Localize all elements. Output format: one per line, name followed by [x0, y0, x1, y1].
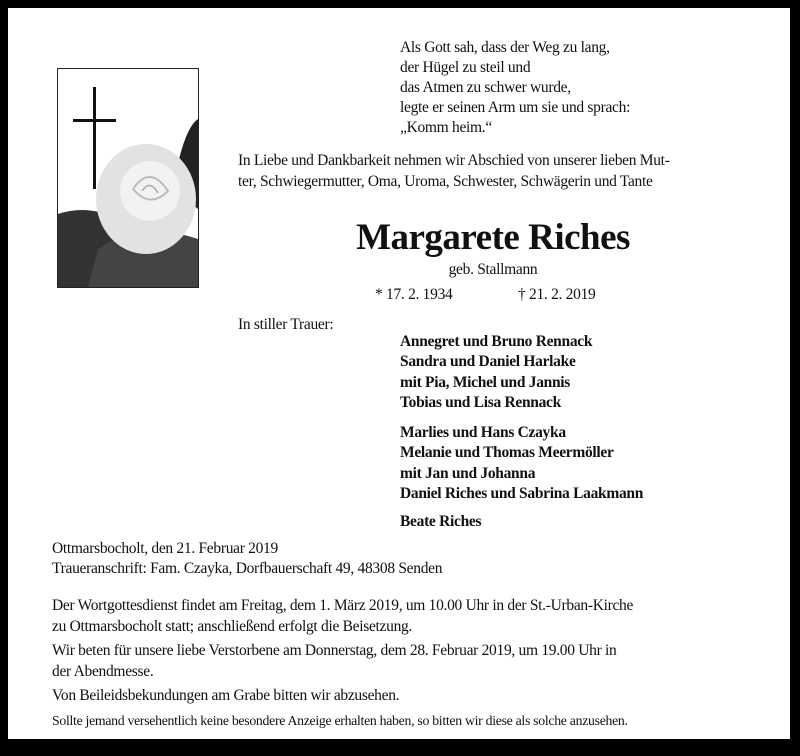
mourner: Marlies und Hans Czayka: [400, 424, 566, 441]
poem-line: „Komm heim.“: [400, 119, 492, 136]
mourner: mit Pia, Michel und Jannis: [400, 374, 571, 391]
mourner: Annegret und Bruno Rennack: [400, 333, 593, 350]
notice-line: Wir beten für unsere liebe Verstorbene am Donnerstag, dem 28. Februar 2019, um 19.00 Uhr in: [52, 642, 617, 659]
mourner: Sandra und Daniel Harlake: [400, 353, 576, 370]
birth-date: * 17. 2. 1934: [375, 286, 453, 303]
poem-line: der Hügel zu steil und: [400, 59, 531, 76]
poem-line: das Atmen zu schwer wurde,: [400, 79, 571, 96]
notice-line: zu Ottmarsbocholt statt; anschließend erfolgt die Beisetzung.: [52, 618, 413, 635]
obituary-notice: [8, 8, 790, 739]
mourner: Beate Riches: [400, 513, 482, 530]
mourning-address: Traueranschrift: Fam. Czayka, Dorfbauerschaft 49, 48308 Senden: [52, 560, 443, 577]
notice-line: Sollte jemand versehentlich keine besondere Anzeige erhalten haben, so bitten wir diese als solche anzusehen.: [52, 713, 628, 728]
notice-line: der Abendmesse.: [52, 663, 154, 680]
mourning-label: In stiller Trauer:: [238, 316, 334, 333]
intro-line: In Liebe und Dankbarkeit nehmen wir Abschied von unserer lieben Mut-: [238, 152, 670, 169]
notice-line: Der Wortgottesdienst findet am Freitag, dem 1. März 2019, um 10.00 Uhr in der St.-Urban-Kirche: [52, 597, 634, 614]
death-date: † 21. 2. 2019: [518, 286, 596, 303]
mourner: Melanie und Thomas Meermöller: [400, 444, 614, 461]
poem-line: Als Gott sah, dass der Weg zu lang,: [400, 39, 610, 56]
mourner: Daniel Riches und Sabrina Laakmann: [400, 485, 644, 502]
place-date: Ottmarsbocholt, den 21. Februar 2019: [52, 540, 278, 557]
mourner: Tobias und Lisa Rennack: [400, 394, 561, 411]
deceased-name: Margarete Riches: [356, 217, 630, 258]
mourner: mit Jan und Johanna: [400, 465, 536, 482]
notice-line: Von Beileidsbekundungen am Grabe bitten wir abzusehen.: [52, 687, 400, 704]
intro-line: ter, Schwiegermutter, Oma, Uroma, Schwester, Schwägerin und Tante: [238, 173, 653, 190]
poem-line: legte er seinen Arm um sie und sprach:: [400, 99, 631, 116]
maiden-name: geb. Stallmann: [448, 261, 538, 278]
